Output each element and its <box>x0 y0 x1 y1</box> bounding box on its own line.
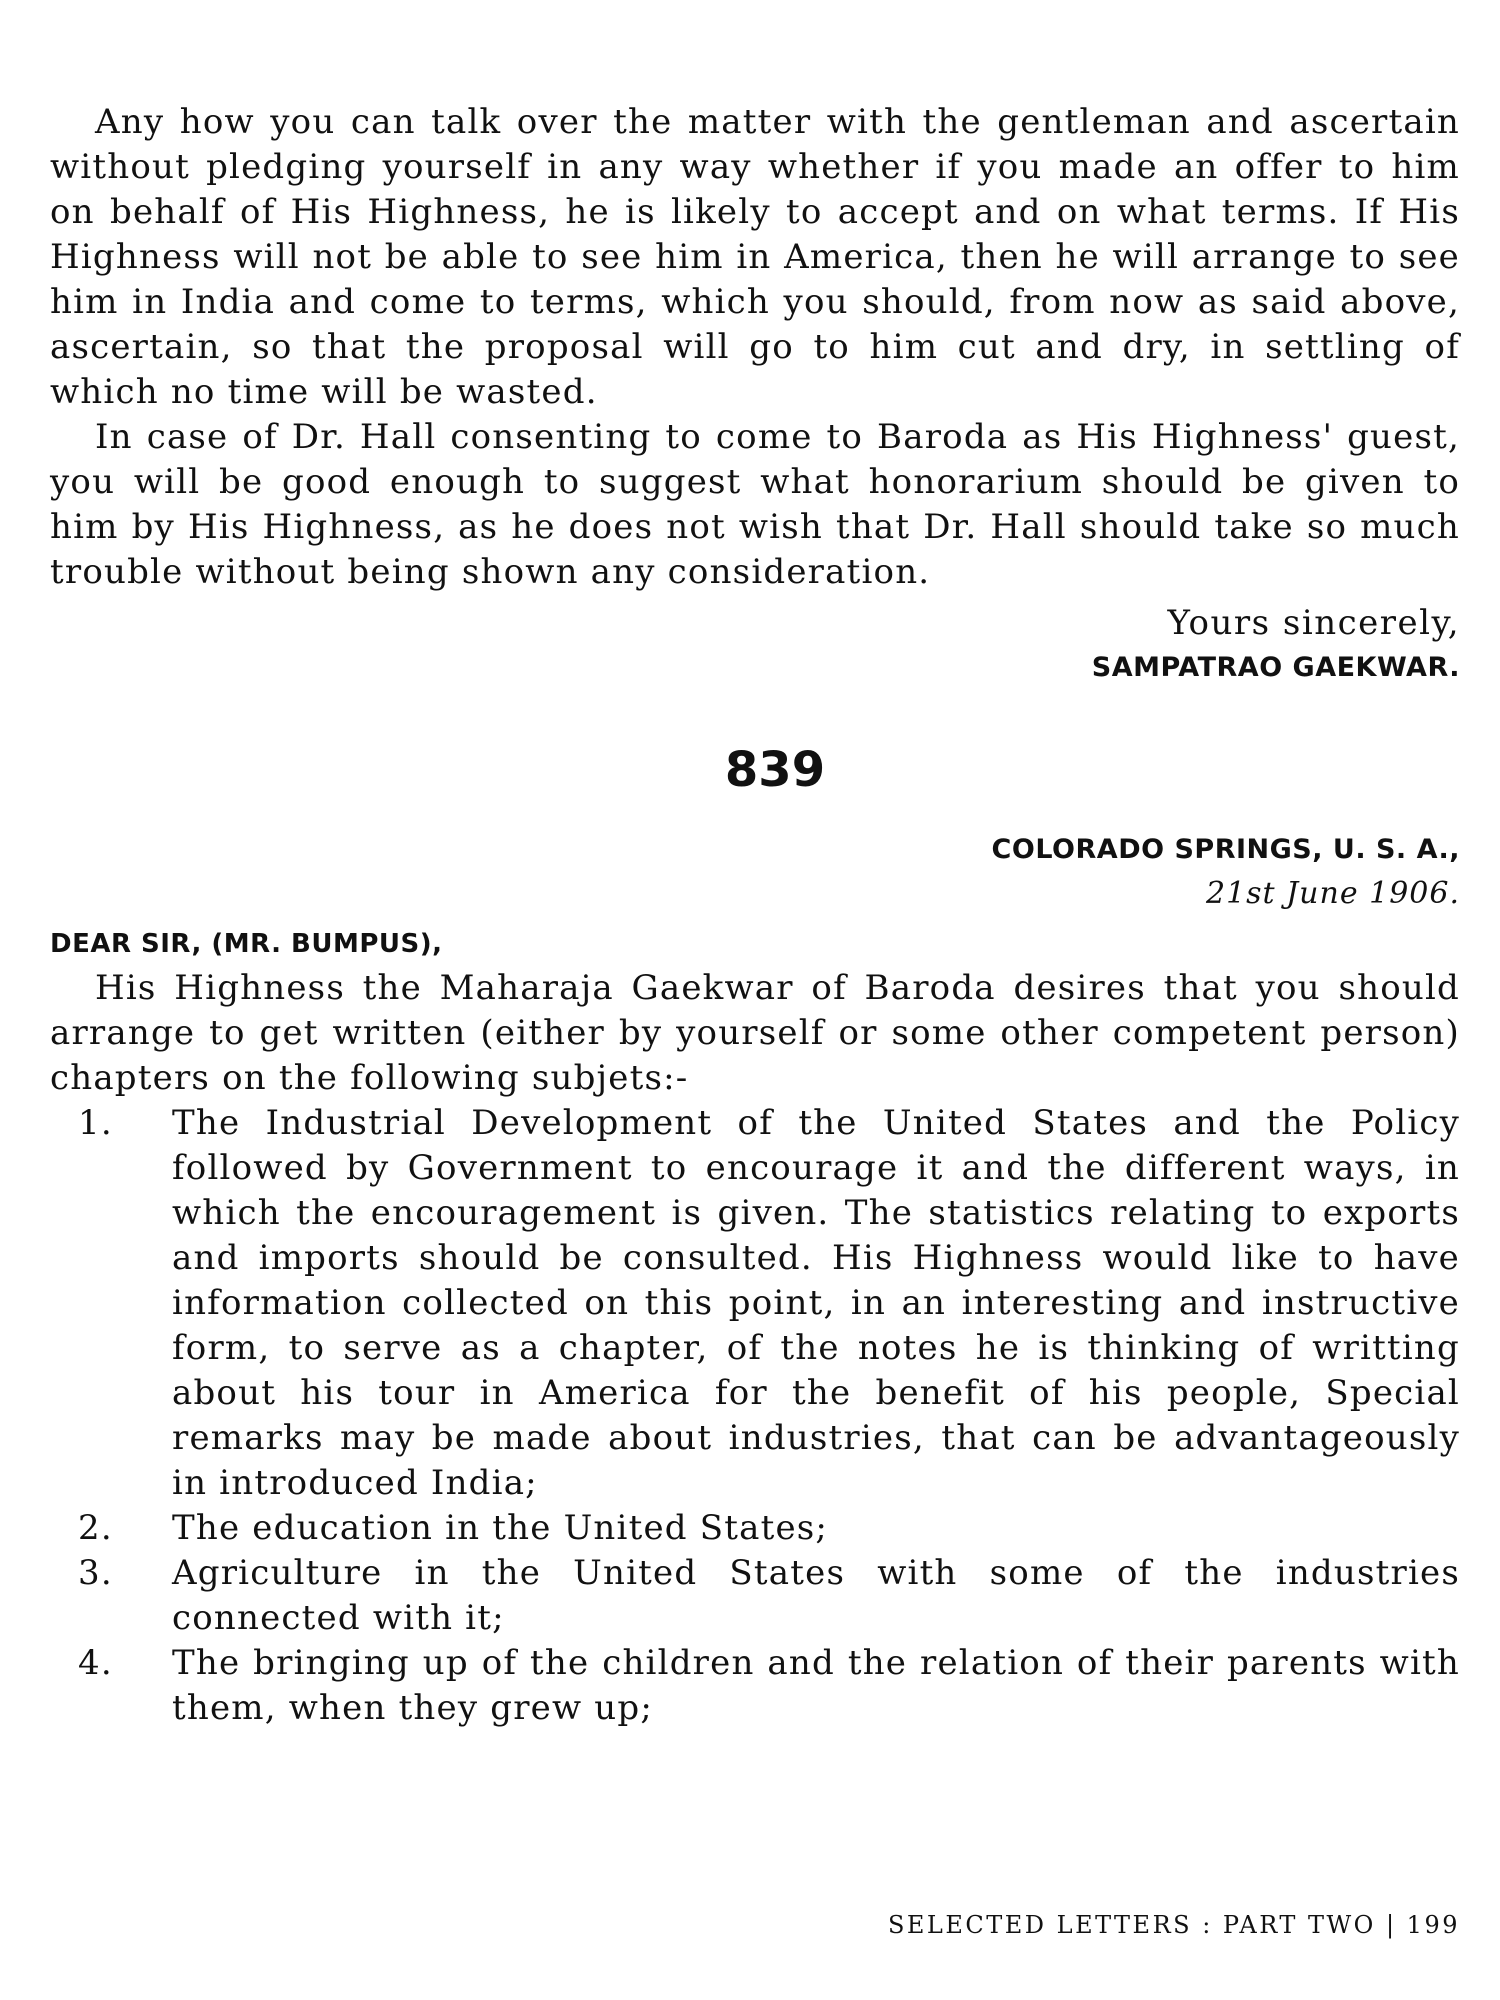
list-item-text: The education in the United States; <box>172 1508 829 1548</box>
list-item-number: 1. <box>78 1103 113 1143</box>
list-item <box>50 1551 1460 1641</box>
letter-838-paragraph-1: Any how you can talk over the matter with the gentleman and ascertain without pledging yourself in any way whether if you made an offer to him on behalf of His Highness, he is likely to accept and on what terms. If His Highness will not be able to see him in America, then he will arrange to see him in India and come to terms, which you should, from now as said above, ascertain, so that the proposal will go to him cut and dry, in settling of which no time will be wasted. <box>50 102 1460 412</box>
letter-838-paragraph-2: In case of Dr. Hall consenting to come to Baroda as His Highness' guest, you will be good enough to suggest what honorarium should be given to him by His Highness, as he does not wish that Dr. Hall should take so much trouble without being shown any consideration. <box>50 417 1460 592</box>
list-item-number: 2. <box>78 1508 113 1548</box>
page-footer: SELECTED LETTERS : PART TWO | 199 <box>887 1911 1460 1939</box>
list-item-text: Agriculture in the United States with some of the industries connected with it; <box>172 1553 1460 1638</box>
letter-838-signature: SAMPATRAO GAEKWAR. <box>1091 652 1460 683</box>
list-item-text: The bringing up of the children and the relation of their parents with them, when they grew up; <box>172 1643 1460 1728</box>
page-content <box>50 100 1460 1731</box>
letter-839-salutation: DEAR SIR, (MR. BUMPUS), <box>50 929 443 959</box>
list-item <box>50 1641 1460 1731</box>
list-item-number: 3. <box>78 1553 113 1593</box>
letter-839-date: 21st June 1906. <box>1205 876 1460 911</box>
list-item <box>50 1101 1460 1506</box>
subjects-list <box>50 1101 1460 1731</box>
letter-838-closing: Yours sincerely, <box>1167 603 1460 643</box>
letter-number-heading: 839 <box>724 742 826 798</box>
list-item-number: 4. <box>78 1643 113 1683</box>
letter-839-intro: His Highness the Maharaja Gaekwar of Baroda desires that you should arrange to get written (either by yourself or some other competent person) chapters on the following subjets:- <box>50 968 1460 1098</box>
list-item <box>50 1506 1460 1551</box>
letter-839-place: COLORADO SPRINGS, U. S. A., <box>991 834 1460 865</box>
list-item-text: The Industrial Development of the United States and the Policy followed by Government to encourage it and the different ways, in which the encouragement is given. The statistics relating to exports and imports should be consulted. His Highness would like to have information collected on this point, in an interesting and instructive form, to serve as a chapter, of the notes he is thinking of writting about his tour in America for the benefit of his people, Special remarks may be made about industries, that can be advantageously in introduced India; <box>172 1103 1460 1503</box>
